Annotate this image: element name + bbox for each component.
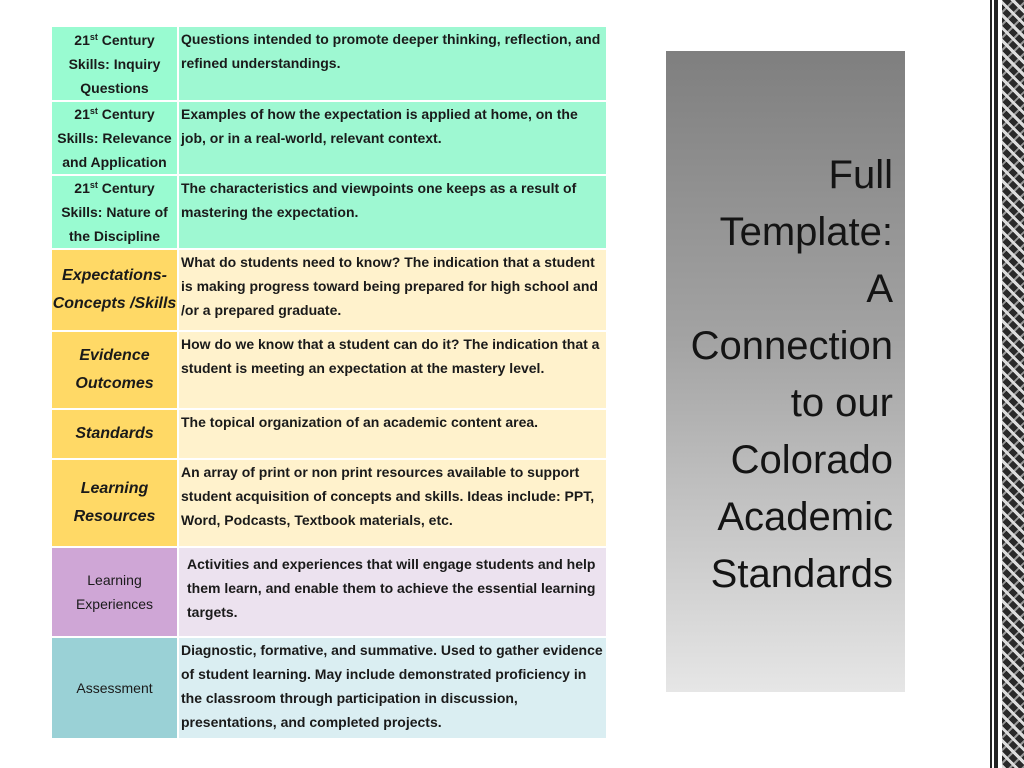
term-cell <box>52 176 179 248</box>
description-cell: The topical organization of an academic content area. <box>179 410 606 458</box>
title-line: Connection <box>690 324 893 368</box>
border-line <box>990 0 992 768</box>
table-row <box>52 102 606 174</box>
zigzag-pattern <box>1002 0 1024 768</box>
term-text: 21 <box>74 31 90 48</box>
table-row <box>52 176 606 248</box>
slide-title <box>668 147 893 603</box>
term-text: Century Skills: Relevance and Application <box>57 106 172 170</box>
term-text: 21 <box>74 180 90 196</box>
term-cell <box>52 27 179 100</box>
description-cell: What do students need to know? The indication that a student is making progress toward being prepared for high school and /or a prepared graduate. <box>179 250 606 330</box>
title-line: Full <box>828 153 893 197</box>
title-line: Standards <box>710 552 893 596</box>
table-row <box>52 548 606 636</box>
table-row <box>52 410 606 458</box>
description-cell: How do we know that a student can do it? The indication that a student is meeting an expectation at the mastery level. <box>179 332 606 408</box>
term-cell: Learning Resources <box>52 460 179 546</box>
description-cell: Activities and experiences that will engage students and help them learn, and enable them to achieve the essential learning targets. <box>179 548 606 636</box>
description-cell: Questions intended to promote deeper thinking, reflection, and refined understandings. <box>179 27 606 100</box>
term-cell: Expectations-Concepts /Skills <box>52 250 179 330</box>
description-cell: Examples of how the expectation is applied at home, on the job, or in a real-world, relevant context. <box>179 102 606 174</box>
title-line: Template: <box>719 210 893 254</box>
table-row <box>52 27 606 100</box>
term-cell: Learning Experiences <box>52 548 179 636</box>
title-line: Colorado <box>730 438 893 482</box>
title-line: A <box>866 267 893 311</box>
term-cell: Standards <box>52 410 179 458</box>
term-superscript: st <box>89 31 98 42</box>
term-cell: Assessment <box>52 638 179 738</box>
table-row <box>52 332 606 408</box>
table-row <box>52 638 606 738</box>
description-cell: The characteristics and viewpoints one keeps as a result of mastering the expectation. <box>179 176 606 248</box>
title-panel <box>666 51 905 692</box>
description-cell: An array of print or non print resources available to support student acquisition of concepts and skills. Ideas include: PPT, Word, Podcasts, Textbook materials, etc. <box>179 460 606 546</box>
title-line: to our <box>790 381 893 425</box>
title-line: Academic <box>717 495 893 539</box>
term-cell <box>52 102 179 174</box>
decorative-edge-border <box>990 0 1024 768</box>
term-superscript: st <box>89 180 98 190</box>
term-text: Century Skills: Nature of the Discipline <box>61 180 168 244</box>
table-row <box>52 460 606 546</box>
term-superscript: st <box>89 106 98 116</box>
table-row <box>52 250 606 330</box>
border-line <box>994 0 998 768</box>
term-text: Century Skills: Inquiry Questions <box>68 31 161 96</box>
term-text: 21 <box>74 106 90 122</box>
description-cell: Diagnostic, formative, and summative. Used to gather evidence of student learning. May include demonstrated proficiency in the classroom through participation in discussion, presentations, and completed projects. <box>179 638 606 738</box>
definitions-table <box>52 25 606 740</box>
term-cell: Evidence Outcomes <box>52 332 179 408</box>
